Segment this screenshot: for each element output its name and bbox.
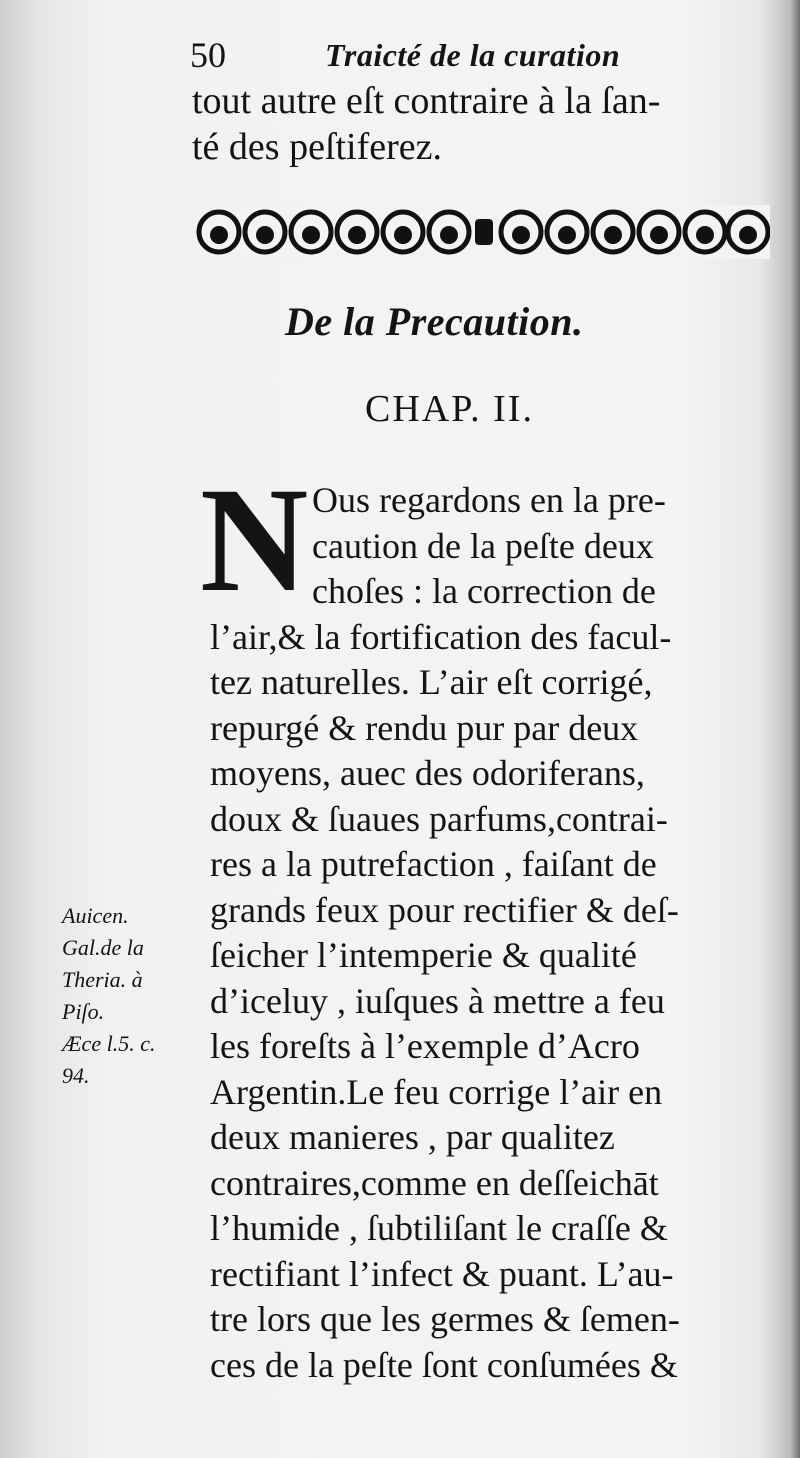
section-title: De la Precaution. [285, 299, 584, 344]
margin-note [62, 900, 202, 1092]
text-line: Argentin.Le feu corrige l’air en [210, 1071, 663, 1112]
margin-note-line: Theria. à [62, 967, 143, 992]
page-header [190, 30, 670, 80]
body-text [210, 478, 780, 1388]
margin-note-line: Æce l.5. c. [62, 1031, 156, 1056]
margin-note-line: Piſo. [62, 999, 105, 1024]
text-line: l’humide , ſubtiliſant le craſſe & [210, 1208, 668, 1248]
text-line: d’iceluy , iuſques à mettre a feu [210, 980, 665, 1021]
text-line: moyens, auec des odoriferans, [210, 753, 645, 793]
continuation-text [192, 78, 772, 170]
text-line: deux manieres , par qualitez [210, 1117, 615, 1157]
text-line: Ous regardons en la pre- [312, 480, 666, 520]
text-line: tre lors que les germes & ſemen- [210, 1299, 680, 1339]
text-line: ces de la peſte ſont conſumées & [210, 1344, 678, 1385]
text-line: grands feux pour rectifier & deſ- [210, 889, 679, 930]
running-title: Traicté de la curation [325, 37, 621, 73]
text-line: té des peſtiferez. [192, 126, 443, 168]
page-number: 50 [190, 35, 226, 75]
text-line: tez naturelles. L’air eſt corrigé, [210, 662, 653, 702]
text-line: les foreſts à l’exemple d’Acro [210, 1026, 640, 1066]
drop-cap: N [200, 457, 309, 623]
text-line: l’air,& la fortification des facul- [210, 616, 672, 657]
margin-note-line: Auicen. [62, 903, 129, 928]
text-line: tout autre eſt contraire à la ſan- [192, 80, 661, 122]
text-line: res a la putrefaction , faiſant de [210, 844, 657, 884]
text-line: caution de la peſte deux [312, 525, 654, 566]
text-line: rectifiant l’infect & puant. L’au- [210, 1253, 674, 1294]
margin-note-line: 94. [62, 1063, 90, 1088]
text-line: doux & ſuaues parfums,contrai- [210, 798, 668, 839]
text-line: repurgé & rendu pur par deux [210, 707, 639, 748]
text-line: ſeicher l’intemperie & qualité [210, 935, 637, 975]
chapter-heading: CHAP. II. [365, 388, 534, 430]
text-line: contraires,comme en deſſeichāt [210, 1162, 659, 1203]
margin-note-line: Gal.de la [62, 935, 144, 960]
text-line: choſes : la correction de [312, 571, 656, 611]
ornament-band [195, 205, 770, 259]
